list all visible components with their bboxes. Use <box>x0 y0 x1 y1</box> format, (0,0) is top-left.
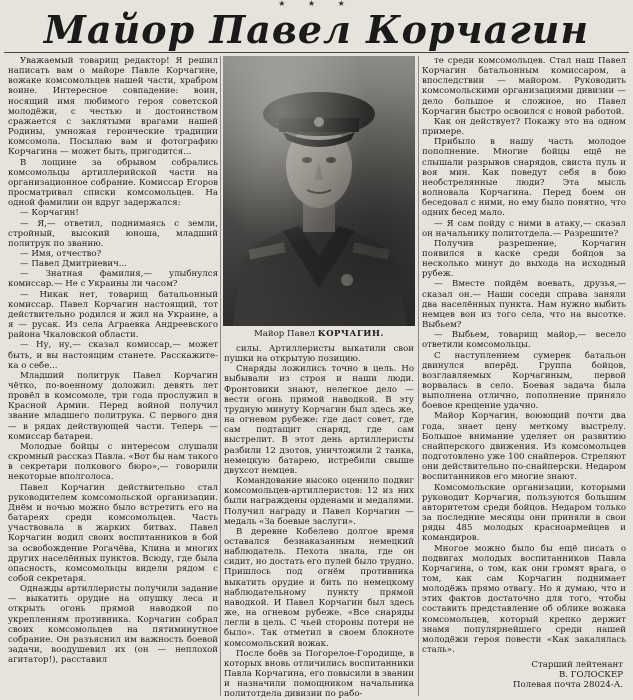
paragraph: В лощине за обрывом собрались комсомольцы артиллерийской части на организационное собрание. Комиссар Егоров просматривал списки комсомольцев. На одной фамилии он вдруг задержался: <box>8 157 218 209</box>
paragraph: — Я сам пойду с ними в атаку,— сказал он начальнику политотдела.— Разрешите? <box>422 218 626 239</box>
paragraph: — Павел Дмитриевич... <box>20 259 127 270</box>
article-title: Майор Павел Корчагин <box>43 7 590 52</box>
paragraph: После боёв за Погорелое-Городище, в которых вновь отличились воспитанники Павла Корчагина, его повысили в звании и назначили помощником начальника политотдела дивизии по рабо- <box>224 648 414 698</box>
paragraph: — Никак нет, товарищ батальонный комиссар. Павел Корчагин настоящий, тот действительно родился и жил на Украине, а я — русак. Из села Аграевка Андреевского района Чкаловской области. <box>8 289 218 341</box>
paragraph: Уважаемый товарищ редактор! Я решил написать вам о майоре Павле Корчагине, вожаке комсомольцев нашей части, храбром воине. Интересное совпадение: воин, носящий имя любимого героя советской молодёжи, с честью и достоинством сражается с заклятыми врагами нашей Родины, умножая героические традиции комсомола. Посылаю вам и фотографию Корчагина — может быть, пригодится... <box>8 56 218 158</box>
column-divider <box>220 56 221 696</box>
signature-address: Полевая почта 28024-А. <box>512 680 623 690</box>
paragraph: те среди комсомольцев. Стал наш Павел Корчагин батальонным комиссаром, а впоследствии — майором. Руководить комсомольскими организациями дивизии — дело большое и сложное, но Павел Корчагин быстро освоился с новой работой. <box>422 56 626 117</box>
portrait-photo <box>223 56 415 326</box>
title-rule <box>4 52 629 53</box>
paragraph: Павел Корчагин действительно стал руководителем комсомольской организации. Днём и ночью можно было встретить его на батареях среди комсомольцев. Часть участвовала в жарких битвах. Павел Корчагин водил своих воспитанников в бой за освобождение Рогачёва, Клина и многих других населённых пунктов. Всюду, где была опасность, комсомольцы видели рядом с собой секретаря. <box>8 482 218 584</box>
paragraph: — Имя, отчество? <box>20 248 102 259</box>
paragraph: Молодые бойцы с интересом слушали скромный рассказ Павла. «Вот бы нам такого в секретари полкового бюро»,— говорили некоторые вполголоса. <box>8 441 218 483</box>
paragraph: — Корчагин! <box>20 208 79 219</box>
header-stars: ★ ★ ★ <box>278 0 355 8</box>
paragraph: — Вместе пойдём воевать, друзья,— сказал он.— Наши соседи справа заняли два населённых пункта. Нам нужно выбить немцев вон из того села, что на высотке. Выбьем? <box>422 279 626 331</box>
paragraph: Младший политрук Павел Корчагин чётко, по-военному доложил: девять лет провёл в комсомоле, три года прослужил в Красной Армии. Перед войной получил звание младшего политрука. С первого дня — в рядах действующей части. Теперь — комиссар батареи. <box>8 370 218 442</box>
paragraph: Прибыло в нашу часть молодое пополнение. Многие бойцы ещё не слышали разрывов снарядов, свиста пуль и воя мин. Как поведут себя в бою необстрелянные люди? Эта мысль волновала Корчагина. Перед боем он беседовал с ними, но ему было понятно, что одних бесед мало. <box>422 137 626 219</box>
paragraph: С наступлением сумерек батальон двинулся вперёд. Группа бойцов, возглавляемых Корчагиным, первой ворвалась в село. Боевая задача была выполнена отлично, пополнение приняло боевое крещение удачно. <box>422 350 626 412</box>
paragraph: Многое можно было бы ещё писать о подвигах молодых воспитанников Павла Корчагина, о том, как они громят врага, о том, как сам Корчагин поднимает молодёжь прямо отвагу. Но я думаю, что и этих фактов достаточно для того, чтобы составить представление об облике вожака комсомольцев, который крепко держит знамя популярнейшего среди нашей молодёжи героя повести «Как закалялась сталь». <box>422 543 626 656</box>
paragraph: — Я,— ответил, поднимаясь с земли, стройный, высокий юноша, младший политрук по званию. <box>8 218 218 249</box>
paragraph: силы. Артиллеристы выкатили свои пушки на открытую позицию. <box>224 344 414 365</box>
signature-name: В. ГОЛОСКЕР <box>558 670 623 680</box>
paragraph: Майор Корчагин, воюющий почти два года, знает цену меткому выстрелу. Большое внимание уделяет он развитию снайперского движения. Из комсомольцев подготовлено уже 100 снайперов. Стреляют они действительно по-снайперски. Недаром воспитанников его многие знают. <box>422 411 626 483</box>
paragraph: Командование высоко оценило подвиг комсомольцев-артиллеристов: 12 из них были награждены орденами и медалями. Получил награду и Павел Корчагин — медаль «За боевые заслуги». <box>224 476 414 527</box>
paragraph: — Знатная фамилия,— улыбнулся комиссар.— Не с Украины ли часом? <box>8 269 218 290</box>
paragraph: В деревне Кобелево долгое время оставался безнаказанным немецкий наблюдатель. Пехота знала, где он сидит, но достать его пулей было трудно. Пришлось под огнём противника выкатить орудие и бить по немецкому наблюдательному пункту прямой наводкой. И Павел Корчагин был здесь же, на огневом рубеже. «Все снаряды легли в цель. С чьей стороны потери не было». Так отметил в своем блокноте комсомольский вожак. <box>224 526 414 649</box>
paragraph: — Ну, ну,— сказал комиссар,— может быть, и вы настоящим станете. Расскажите-ка о себе... <box>8 340 218 371</box>
paragraph: Однажды артиллеристы получили задание — выкатить орудие на опушку леса и открыть огонь прямой наводкой по укреплениям противника. Корчагин собрал своих комсомольцев на пятиминутное собрание. Он разъяснил им важность боевой задачи, воодушевил их (он — неплохой агитатор!), расставил <box>8 584 218 666</box>
signature-rank: Старший лейтенант <box>531 660 623 670</box>
caption-name: КОРЧАГИН. <box>317 329 385 339</box>
paragraph: — Выбьем, товарищ майор,— весело ответили комсомольцы. <box>422 330 626 351</box>
article-column-1 <box>8 56 218 698</box>
article-column-2 <box>224 344 414 698</box>
paragraph: Комсомольские организации, которыми руководит Корчагин, пользуются большим авторитетом среди бойцов. Недаром только за последние месяцы они приняли в свои ряды 485 молодых красноармейцев и командиров. <box>422 482 626 544</box>
paragraph: Как он действует? Покажу это на одном примере. <box>422 116 626 138</box>
column-divider <box>418 56 419 696</box>
paragraph: Снаряды ложились точно в цель. Но выбывали из строя и наши люди. Фронтовики знают, нелегкое дело — вести огонь прямой наводкой. В эту трудную минуту Корчагин был здесь же, на огневом рубеже: где даст совет, где сам подтащит снаряд, где сам выстрелит. В этот день артиллеристы разбили 12 дзотов, уничтожили 2 танка, немецкую батарею, истребили свыше двухсот немцев. <box>224 364 414 476</box>
paragraph: Получив разрешение, Корчагин появился в каске среди бойцов за несколько минут до выхода на исходный рубеж. <box>422 238 626 280</box>
signature-block <box>423 660 623 690</box>
article-column-3 <box>422 56 626 656</box>
photo-caption <box>223 328 415 340</box>
caption-rank: Майор Павел <box>253 329 316 339</box>
